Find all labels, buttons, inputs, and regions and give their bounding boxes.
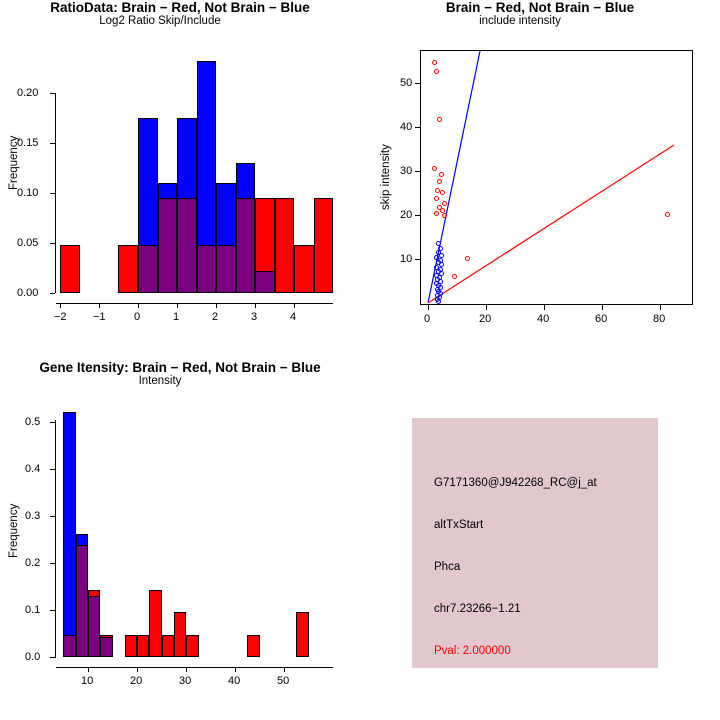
red-reference-line [428,145,674,303]
bar-red [149,590,162,657]
gene-histogram-ylabel: Frequency [8,503,20,558]
ratio-xtick-label: 3 [251,311,258,323]
scatter-point-red [442,201,447,206]
ratio-ytick-label: 0.20 [17,87,39,99]
gene-xtick-label: 30 [179,675,192,687]
scatter-ylabel: skip intensity [380,144,392,210]
ratio-xtick-label: 0 [134,311,141,323]
bar-red [186,635,199,657]
scatter-point-red [437,117,442,122]
gene-ytick-label: 0.5 [25,416,41,428]
scatter-ytick-label: 30 [400,165,413,177]
scatter-ytick-label: 40 [400,121,413,133]
scatter-point-red [452,274,457,279]
info-pval: Pval: 2.000000 [434,645,511,657]
panel-ratio-histogram [0,0,360,360]
xtick [235,667,236,672]
bar-red [296,612,309,657]
ratio-histogram-xlabel: Log2 Ratio Skip/Include [99,15,221,27]
xtick [216,303,217,308]
gene-ytick-label: 0.0 [25,651,41,663]
ratio-histogram-xaxis [56,303,333,304]
ytick [50,469,55,470]
ytick [50,516,55,517]
bar-red [118,245,138,293]
bar-blue [63,412,76,657]
ratio-histogram-title: RatioData: Brain − Red, Not Brain − Blue [50,0,310,15]
ratio-xtick-label: 4 [290,311,297,323]
info-box [412,418,658,668]
scatter-ytick-label: 50 [400,77,413,89]
scatter-ytick-label: 10 [400,253,413,265]
ratio-histogram-plot [0,0,360,360]
xtick [138,303,139,308]
bar-overlap [138,245,158,293]
gene-histogram-title: Gene Itensity: Brain − Red, Not Brain − Blue [39,360,321,375]
bar-red [247,635,260,657]
bar-overlap [197,245,216,293]
xtick [99,303,100,308]
scatter-point-red [434,196,439,201]
xtick [137,667,138,672]
scatter-point-red [432,60,437,65]
bar-overlap [63,635,76,657]
bar-overlap [88,596,100,657]
scatter-xtick-label: 80 [653,313,666,325]
bar-overlap [76,545,88,657]
info-probe-id: G7171360@J942268_RC@j_at [434,477,597,489]
bar-red [294,245,314,293]
scatter-point-red [439,172,444,177]
scatter-xtick-label: 60 [595,313,608,325]
scatter-xlabel: include intensity [479,15,561,27]
ytick [50,422,55,423]
ratio-xtick-label: −2 [54,311,67,323]
scatter-point-red [665,212,670,217]
scatter-point-blue [436,299,441,304]
ratio-ytick-label: 0.00 [17,287,39,299]
bar-red [60,245,80,293]
scatter-point-red [437,179,442,184]
ratio-xtick-label: 2 [212,311,219,323]
bar-red [137,635,149,657]
bar-red [125,635,137,657]
xtick [294,303,295,308]
xtick [186,667,187,672]
info-location: chr7.23266−1.21 [434,603,521,615]
scatter-xtick-label: 40 [537,313,550,325]
xtick [177,303,178,308]
ytick [50,243,55,244]
gene-ytick-label: 0.2 [25,557,41,569]
ratio-xtick-label: 1 [173,311,180,323]
gene-histogram-xlabel: Intensity [138,375,182,387]
bar-overlap [177,198,197,293]
bar-red [174,612,186,657]
bar-overlap [100,637,113,657]
ratio-ytick-label: 0.15 [17,137,39,149]
scatter-xtick-label: 0 [424,313,431,325]
xtick [255,303,256,308]
scatter-xtick-label: 20 [479,313,492,325]
gene-xtick-label: 40 [228,675,241,687]
bar-overlap [255,271,275,293]
ratio-ytick-label: 0.10 [17,187,39,199]
ytick [50,93,55,94]
gene-xtick-label: 50 [277,675,290,687]
bar-overlap [216,245,236,293]
panel-info [360,360,720,720]
info-event-type: altTxStart [434,519,484,531]
gene-xtick-label: 20 [130,675,143,687]
panel-scatter [360,0,720,360]
bar-red [162,635,174,657]
scatter-ytick-label: 20 [400,209,413,221]
gene-ytick-label: 0.1 [25,604,41,616]
gene-ytick-label: 0.3 [25,510,41,522]
ytick [50,193,55,194]
scatter-lines [360,0,720,360]
ytick [50,563,55,564]
xtick [60,303,61,308]
ratio-ytick-label: 0.05 [17,237,39,249]
ytick [50,143,55,144]
ratio-histogram-yaxis [55,93,56,293]
bar-red [275,198,294,293]
ytick [50,610,55,611]
bar-red [314,198,333,293]
scatter-point-red [442,213,447,218]
info-gene-symbol: Phca [434,561,461,573]
panel-gene-histogram [0,360,360,720]
ytick [50,657,55,658]
scatter-title: Brain − Red, Not Brain − Blue [445,0,635,15]
xtick [284,667,285,672]
xtick [88,667,89,672]
gene-xtick-label: 10 [81,675,94,687]
scatter-point-red [465,256,470,261]
bar-overlap [158,198,177,293]
gene-histogram-xaxis [56,667,333,668]
ytick [50,293,55,294]
ratio-xtick-label: −1 [93,311,106,323]
gene-ytick-label: 0.4 [25,463,41,475]
scatter-point-red [440,190,445,195]
gene-histogram-yaxis [55,420,56,658]
bar-overlap [236,198,255,293]
scatter-point-red [434,69,439,74]
scatter-point-red [434,211,439,216]
scatter-point-red [432,166,437,171]
ratio-histogram-ylabel: Frequency [8,135,20,190]
